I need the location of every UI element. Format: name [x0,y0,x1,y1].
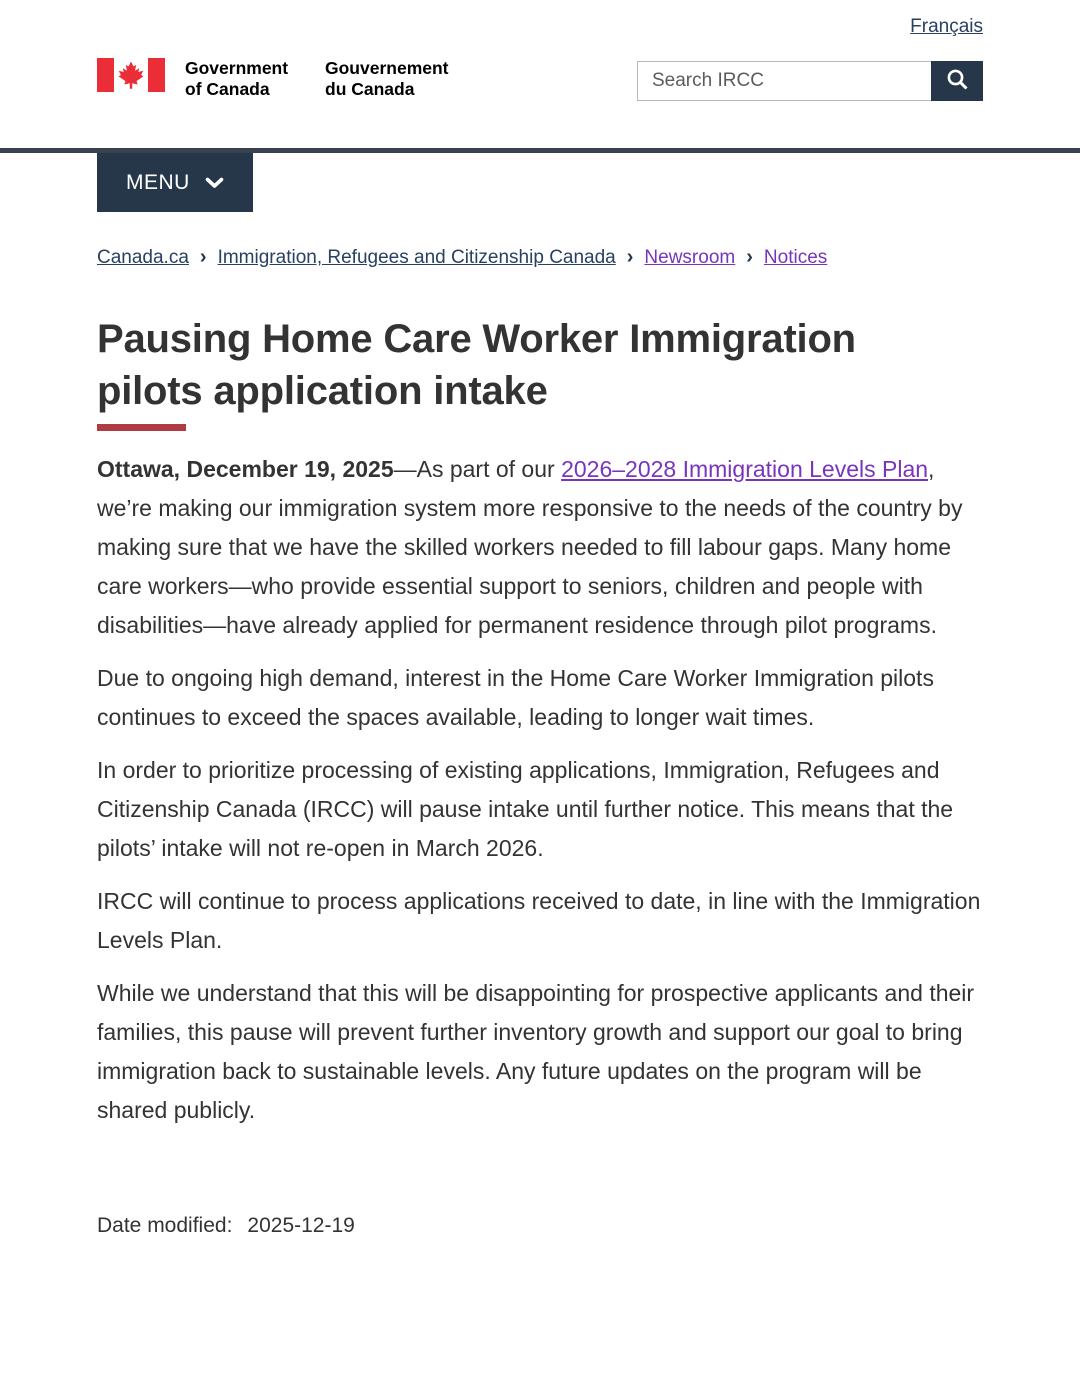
date-modified-label: Date modified: [97,1214,233,1237]
article-paragraph-5: While we understand that this will be disappointing for prospective applicants and their families, this pause will prevent further inventory growth and support our goal to bring immigration back to sustainable levels. Any future updates on the program will be shared publicly. [97,980,975,1123]
breadcrumb-link-canada-ca[interactable]: Canada.ca [97,247,189,268]
title-accent-bar [97,424,186,431]
canada-flag-icon [97,58,165,92]
date-modified-value: 2025-12-19 [247,1214,355,1237]
paragraph-text: , we’re making our immigration system more responsive to the needs of the country by making sure that we have the skilled workers needed to fill labour gaps. Many home care workers—who provide essential support to seniors, children and people with disabilities—have already applied for permanent residence through pilot programs. [97,456,963,638]
article-paragraph-2: Due to ongoing high demand, interest in the Home Care Worker Immigration pilots continues to exceed the spaces available, leading to longer wait times. [97,665,934,730]
breadcrumb-separator-icon: › [199,246,207,268]
menu-row [97,153,983,212]
article [97,313,983,1238]
language-toggle-row [97,0,983,38]
breadcrumb-separator-icon: › [626,246,634,268]
article-paragraph-1 [97,450,983,645]
signature-text-en: Government of Canada [185,58,289,99]
breadcrumb-link-notices[interactable]: Notices [763,247,828,268]
dateline: Ottawa, December 19, 2025 [97,456,394,482]
search-icon [946,68,969,94]
breadcrumb-link-ircc[interactable]: Immigration, Refugees and Citizenship Canada [217,247,616,268]
article-paragraph-3: In order to prioritize processing of existing applications, Immigration, Refugees and Citizenship Canada (IRCC) will pause intake until further notice. This means that the pilots’ intake will not re-open in March 2026. [97,757,954,861]
search-button[interactable] [931,61,983,101]
signature-text-fr: Gouvernement du Canada [325,58,449,99]
site-search [637,61,983,101]
search-input[interactable] [637,61,931,101]
paragraph-text: —As part of our [393,456,562,482]
chevron-down-icon [205,171,224,195]
site-header [97,58,983,101]
menu-button[interactable] [97,153,253,212]
breadcrumb [97,246,983,269]
language-toggle-link[interactable]: Français [910,16,983,37]
page-title: Pausing Home Care Worker Immigration pilots application intake [97,317,856,413]
breadcrumb-link-newsroom[interactable]: Newsroom [644,247,736,268]
immigration-levels-plan-link[interactable]: 2026–2028 Immigration Levels Plan [561,456,929,482]
article-paragraph-4: IRCC will continue to process applications received to date, in line with the Immigration Levels Plan. [97,888,981,953]
date-modified [97,1214,983,1238]
government-of-canada-signature[interactable] [97,58,455,99]
breadcrumb-separator-icon: › [746,246,753,268]
menu-button-label: MENU [126,170,190,194]
